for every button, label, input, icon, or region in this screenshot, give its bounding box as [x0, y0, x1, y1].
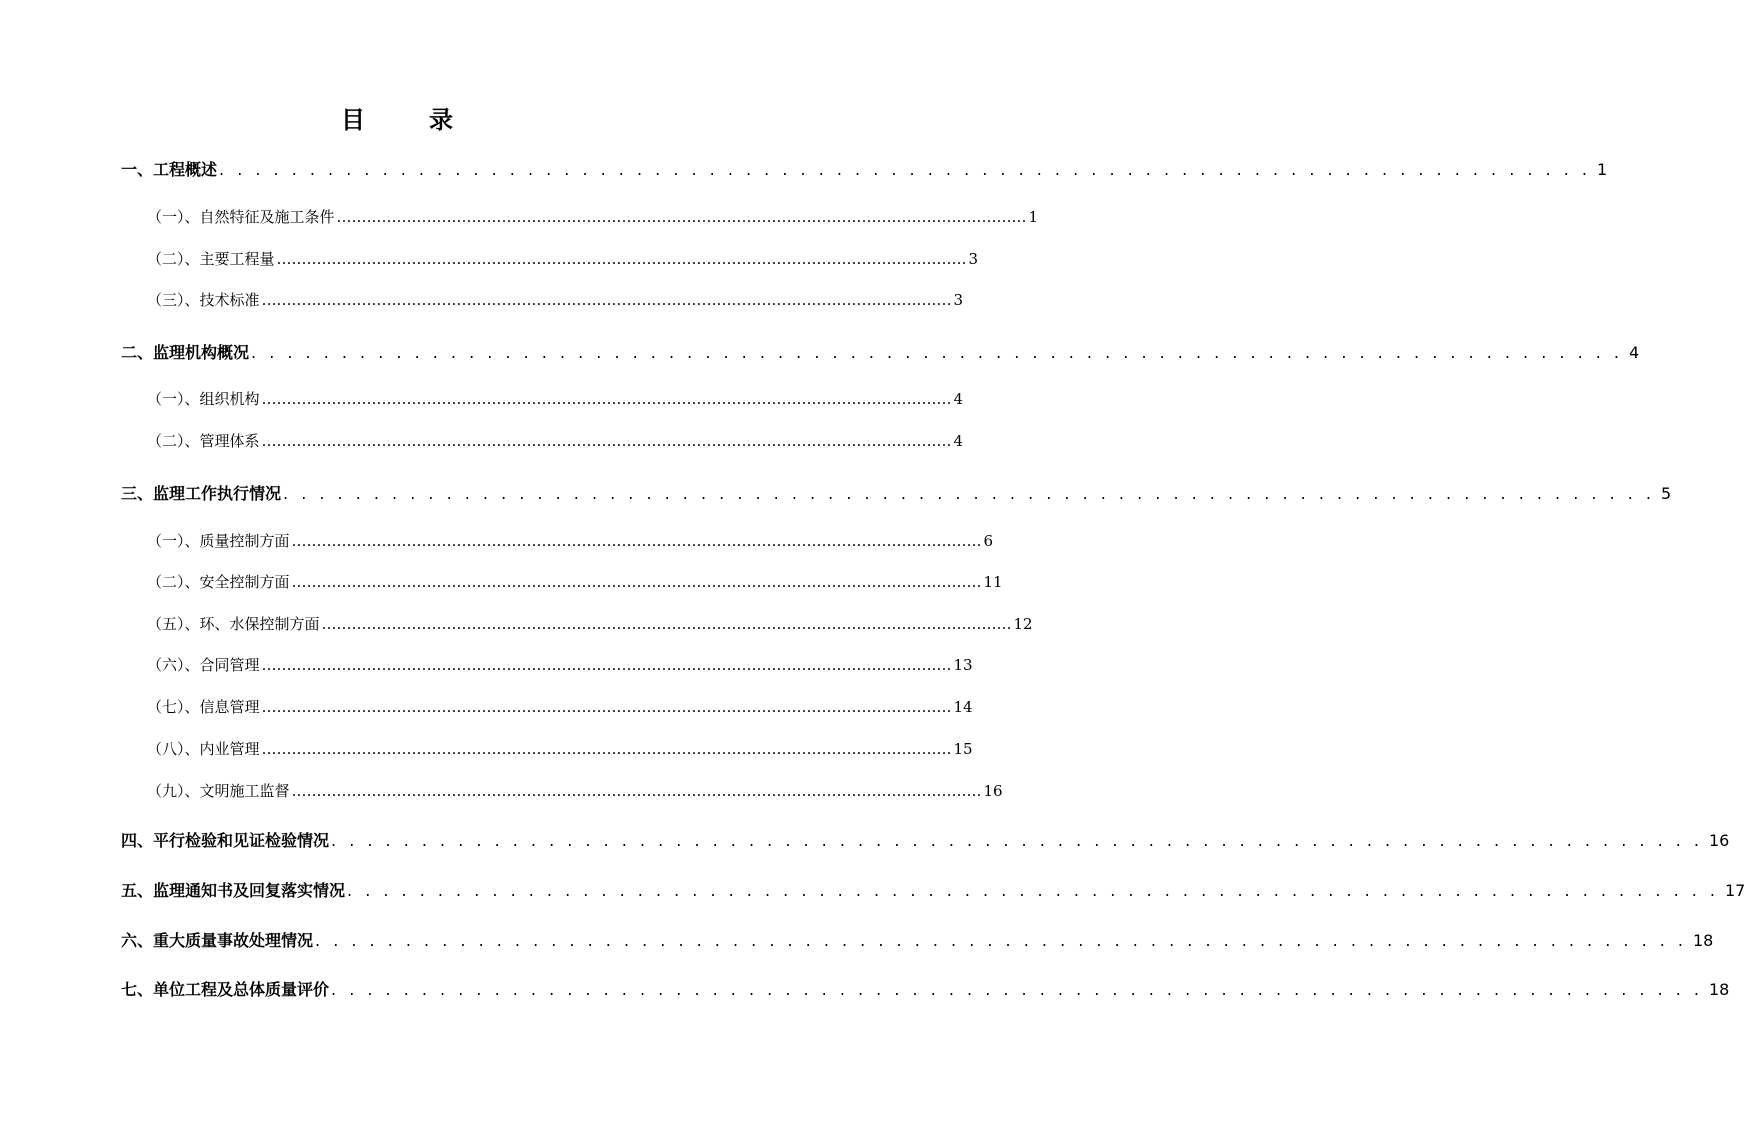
- toc-section-entry[interactable]: [147, 248, 979, 269]
- toc-page-number: 4: [953, 390, 964, 408]
- toc-page-number: 12: [1013, 615, 1033, 633]
- toc-dot-leader: …………………………………………………………………………………………………………………………: [291, 573, 982, 591]
- toc-dot-leader: …………………………………………………………………………………………………………………………: [321, 615, 1012, 633]
- toc-page-number: 13: [953, 656, 973, 674]
- toc-dot-leader: . . . . . . . . . . . . . . . . . . . . . . . . . . . . . . . . . . . . . . . . . . . . . . . . . . . . . . . . . . . . . . . . . . . . . . . . . . . .: [283, 484, 1655, 503]
- toc-dot-leader: …………………………………………………………………………………………………………………………: [261, 740, 952, 758]
- toc-page-number: 1: [1597, 160, 1608, 179]
- toc-entry-label: 五、监理通知书及回复落实情况: [121, 881, 346, 900]
- toc-entry-label: （三）、技术标准: [147, 291, 260, 309]
- toc-section-entry[interactable]: [147, 738, 973, 759]
- page-title: [0, 100, 794, 135]
- toc-dot-leader: …………………………………………………………………………………………………………………………: [291, 782, 982, 800]
- toc-dot-leader: …………………………………………………………………………………………………………………………: [261, 390, 952, 408]
- toc-dot-leader: …………………………………………………………………………………………………………………………: [261, 656, 952, 674]
- toc-section-entry[interactable]: [147, 613, 1033, 634]
- toc-entry-label: （七）、信息管理: [147, 698, 260, 716]
- toc-entry-label: （一）、组织机构: [147, 390, 260, 408]
- toc-entry-label: （六）、合同管理: [147, 656, 260, 674]
- toc-dot-leader: …………………………………………………………………………………………………………………………: [261, 698, 952, 716]
- toc-dot-leader: …………………………………………………………………………………………………………………………: [276, 250, 967, 268]
- toc-chapter-entry[interactable]: [121, 977, 1730, 1000]
- toc-entry-label: （二）、主要工程量: [147, 250, 275, 268]
- toc-page-number: 3: [953, 291, 964, 309]
- toc-dot-leader: . . . . . . . . . . . . . . . . . . . . . . . . . . . . . . . . . . . . . . . . . . . . . . . . . . . . . . . . . . . . . . . . . . . . . . . . . . . .: [331, 980, 1703, 999]
- toc-entry-label: （一）、质量控制方面: [147, 532, 290, 550]
- toc-page-number: 18: [1709, 980, 1730, 999]
- toc-page-number: 6: [983, 532, 994, 550]
- toc-page-number: 1: [1028, 208, 1039, 226]
- toc-page-number: 11: [983, 573, 1003, 591]
- title-right-char: 录: [429, 106, 453, 134]
- toc-page-number: 15: [953, 740, 973, 758]
- toc-dot-leader: . . . . . . . . . . . . . . . . . . . . . . . . . . . . . . . . . . . . . . . . . . . . . . . . . . . . . . . . . . . . . . . . . . . . . . . . . . . .: [219, 160, 1591, 179]
- toc-entry-label: （二）、安全控制方面: [147, 573, 290, 591]
- toc-entry-label: 四、平行检验和见证检验情况: [121, 831, 330, 850]
- toc-chapter-entry[interactable]: [121, 340, 1640, 363]
- toc-entry-label: 六、重大质量事故处理情况: [121, 931, 314, 950]
- toc-chapter-entry[interactable]: [121, 878, 1745, 901]
- toc-section-entry[interactable]: [147, 530, 994, 551]
- toc-entry-label: 七、单位工程及总体质量评价: [121, 980, 330, 999]
- toc-chapter-entry[interactable]: [121, 157, 1608, 180]
- toc-section-entry[interactable]: [147, 388, 964, 409]
- toc-section-entry[interactable]: [147, 696, 973, 717]
- toc-dot-leader: …………………………………………………………………………………………………………………………: [261, 432, 952, 450]
- toc-entry-label: （八）、内业管理: [147, 740, 260, 758]
- toc-dot-leader: …………………………………………………………………………………………………………………………: [336, 208, 1027, 226]
- toc-dot-leader: . . . . . . . . . . . . . . . . . . . . . . . . . . . . . . . . . . . . . . . . . . . . . . . . . . . . . . . . . . . . . . . . . . . . . . . . . . . .: [315, 931, 1687, 950]
- toc-page-number: 17: [1725, 881, 1745, 900]
- toc-chapter-entry[interactable]: [121, 928, 1714, 951]
- toc-page-number: 18: [1693, 931, 1714, 950]
- toc-dot-leader: …………………………………………………………………………………………………………………………: [291, 532, 982, 550]
- toc-entry-label: （九）、文明施工监督: [147, 782, 290, 800]
- toc-page-number: 16: [1709, 831, 1730, 850]
- toc-section-entry[interactable]: [147, 289, 964, 310]
- toc-dot-leader: . . . . . . . . . . . . . . . . . . . . . . . . . . . . . . . . . . . . . . . . . . . . . . . . . . . . . . . . . . . . . . . . . . . . . . . . . . . .: [331, 831, 1703, 850]
- toc-page-number: 16: [983, 782, 1003, 800]
- toc-section-entry[interactable]: [147, 571, 1003, 592]
- toc-entry-label: （五）、环、水保控制方面: [147, 615, 320, 633]
- toc-entry-label: 一、工程概述: [121, 160, 218, 179]
- toc-entry-label: （一）、自然特征及施工条件: [147, 208, 335, 226]
- toc-page-number: 5: [1661, 484, 1672, 503]
- title-left-char: 目: [341, 106, 365, 134]
- toc-page-number: 14: [953, 698, 973, 716]
- toc-page-number: 4: [953, 432, 964, 450]
- toc-dot-leader: . . . . . . . . . . . . . . . . . . . . . . . . . . . . . . . . . . . . . . . . . . . . . . . . . . . . . . . . . . . . . . . . . . . . . . . . . . . .: [251, 343, 1623, 362]
- toc-entry-label: 三、监理工作执行情况: [121, 484, 282, 503]
- toc-page-number: 3: [968, 250, 979, 268]
- toc-entry-label: 二、监理机构概况: [121, 343, 250, 362]
- toc-section-entry[interactable]: [147, 780, 1003, 801]
- toc-section-entry[interactable]: [147, 430, 964, 451]
- toc-page-number: 4: [1629, 343, 1640, 362]
- toc-chapter-entry[interactable]: [121, 828, 1730, 851]
- toc-entry-label: （二）、管理体系: [147, 432, 260, 450]
- toc-section-entry[interactable]: [147, 206, 1039, 227]
- toc-dot-leader: …………………………………………………………………………………………………………………………: [261, 291, 952, 309]
- toc-chapter-entry[interactable]: [121, 481, 1672, 504]
- toc-dot-leader: . . . . . . . . . . . . . . . . . . . . . . . . . . . . . . . . . . . . . . . . . . . . . . . . . . . . . . . . . . . . . . . . . . . . . . . . . . . .: [347, 881, 1719, 900]
- toc-section-entry[interactable]: [147, 654, 973, 675]
